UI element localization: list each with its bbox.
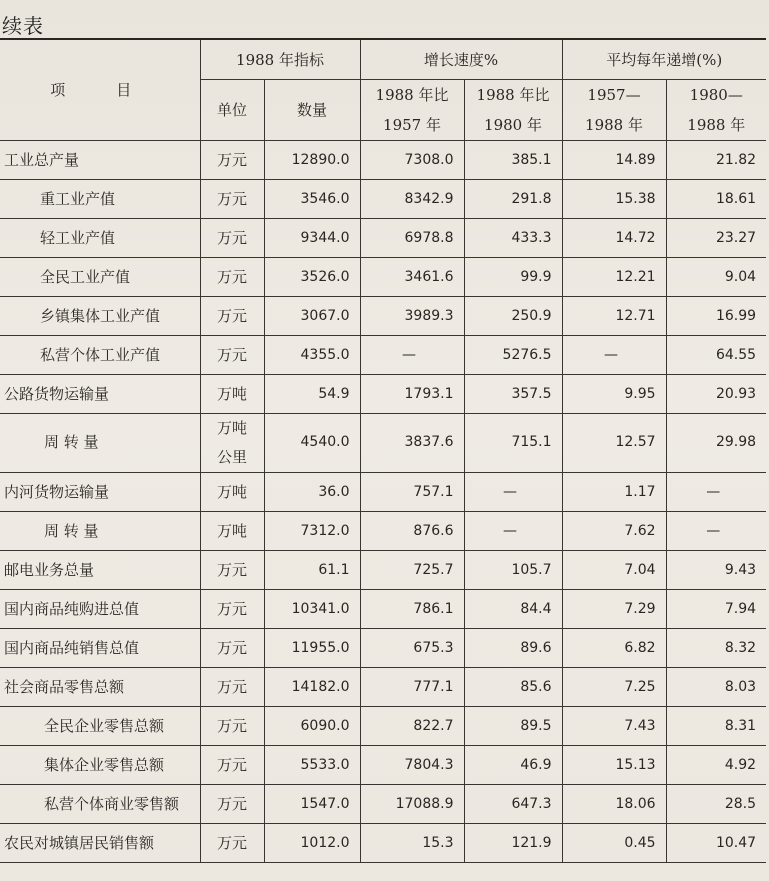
row-item: 全民企业零售总额: [0, 706, 200, 745]
row-unit-line2: 公里: [216, 447, 247, 466]
table-row: [0, 472, 766, 511]
row-avg-1980: 4.92: [666, 745, 766, 784]
row-qty: 7312.0: [264, 511, 360, 550]
row-growth-1980: —: [464, 472, 562, 511]
row-qty: 4355.0: [264, 335, 360, 374]
row-growth-1980: 433.3: [464, 218, 562, 257]
row-avg-1980: 8.03: [666, 667, 766, 706]
header-growth-1980-line2: 1980 年: [484, 115, 542, 134]
row-growth-1957: 3461.6: [360, 257, 464, 296]
row-avg-1957: 12.57: [562, 413, 666, 472]
header-qty: 数量: [264, 79, 360, 140]
row-avg-1980: 10.47: [666, 823, 766, 862]
table-caption: 续表: [2, 14, 44, 38]
row-growth-1980: 89.5: [464, 706, 562, 745]
row-unit: 万元: [200, 589, 264, 628]
row-qty: 3526.0: [264, 257, 360, 296]
row-avg-1980: 28.5: [666, 784, 766, 823]
table-row: [0, 745, 766, 784]
row-growth-1957: 725.7: [360, 550, 464, 589]
row-item: 周 转 量: [0, 511, 200, 550]
row-unit: 万元: [200, 218, 264, 257]
row-growth-1957: 6978.8: [360, 218, 464, 257]
row-unit: 万元: [200, 628, 264, 667]
row-unit: 万元: [200, 823, 264, 862]
row-item: 国内商品纯购进总值: [0, 589, 200, 628]
row-qty: 1012.0: [264, 823, 360, 862]
row-growth-1980: 46.9: [464, 745, 562, 784]
row-growth-1980: 84.4: [464, 589, 562, 628]
row-growth-1980: 357.5: [464, 374, 562, 413]
row-item: 邮电业务总量: [0, 550, 200, 589]
header-group-index: 1988 年指标: [200, 39, 360, 79]
row-unit: 万吨: [200, 511, 264, 550]
row-qty: 10341.0: [264, 589, 360, 628]
header-growth-1957: [360, 79, 464, 140]
row-unit: 万元: [200, 784, 264, 823]
header-growth-1980-line1: 1988 年比: [476, 85, 550, 104]
table-row: [0, 784, 766, 823]
row-growth-1980: 647.3: [464, 784, 562, 823]
row-avg-1957: 7.62: [562, 511, 666, 550]
row-qty: 4540.0: [264, 413, 360, 472]
row-qty: 61.1: [264, 550, 360, 589]
row-item: 国内商品纯销售总值: [0, 628, 200, 667]
row-qty: 12890.0: [264, 140, 360, 179]
row-avg-1980: 8.31: [666, 706, 766, 745]
table-row: [0, 550, 766, 589]
table-row: [0, 413, 766, 472]
row-avg-1980: 9.43: [666, 550, 766, 589]
row-qty: 36.0: [264, 472, 360, 511]
row-item: 全民工业产值: [0, 257, 200, 296]
row-growth-1957: 777.1: [360, 667, 464, 706]
row-qty: 1547.0: [264, 784, 360, 823]
row-avg-1980: —: [666, 511, 766, 550]
row-avg-1980: 9.04: [666, 257, 766, 296]
row-avg-1957: 1.17: [562, 472, 666, 511]
table-row: [0, 179, 766, 218]
row-unit: 万元: [200, 140, 264, 179]
row-item: 公路货物运输量: [0, 374, 200, 413]
row-qty: 14182.0: [264, 667, 360, 706]
row-growth-1980: 85.6: [464, 667, 562, 706]
table-row: [0, 667, 766, 706]
header-growth-1957-line2: 1957 年: [383, 115, 441, 134]
table-row: [0, 374, 766, 413]
header-avg-1957-1988: [562, 79, 666, 140]
row-growth-1957: 786.1: [360, 589, 464, 628]
table-row: [0, 140, 766, 179]
header-item-label: 项 目: [50, 81, 150, 100]
row-item: 私营个体商业零售额: [0, 784, 200, 823]
row-growth-1980: 250.9: [464, 296, 562, 335]
row-avg-1957: —: [562, 335, 666, 374]
row-item: 内河货物运输量: [0, 472, 200, 511]
row-growth-1957: 675.3: [360, 628, 464, 667]
row-avg-1980: —: [666, 472, 766, 511]
row-avg-1980: 64.55: [666, 335, 766, 374]
row-growth-1957: 822.7: [360, 706, 464, 745]
row-growth-1957: 1793.1: [360, 374, 464, 413]
row-avg-1957: 7.43: [562, 706, 666, 745]
row-unit: 万元: [200, 179, 264, 218]
row-avg-1980: 20.93: [666, 374, 766, 413]
statistics-table: [0, 38, 766, 863]
row-item: 乡镇集体工业产值: [0, 296, 200, 335]
row-growth-1980: 291.8: [464, 179, 562, 218]
row-item: 私营个体工业产值: [0, 335, 200, 374]
row-avg-1957: 14.89: [562, 140, 666, 179]
header-growth-1980: [464, 79, 562, 140]
row-unit: 万元: [200, 296, 264, 335]
row-growth-1957: 7804.3: [360, 745, 464, 784]
row-avg-1980: 18.61: [666, 179, 766, 218]
row-unit: 万吨: [200, 374, 264, 413]
row-growth-1957: 876.6: [360, 511, 464, 550]
row-growth-1957: 757.1: [360, 472, 464, 511]
row-avg-1957: 7.25: [562, 667, 666, 706]
header-avg-1957-line2: 1988 年: [585, 115, 643, 134]
row-qty: 9344.0: [264, 218, 360, 257]
row-growth-1957: 17088.9: [360, 784, 464, 823]
row-unit: 万元: [200, 257, 264, 296]
table-row: [0, 823, 766, 862]
table-row: [0, 218, 766, 257]
row-avg-1980: 29.98: [666, 413, 766, 472]
row-avg-1980: 8.32: [666, 628, 766, 667]
header-growth-1957-line1: 1988 年比: [375, 85, 449, 104]
row-growth-1957: 7308.0: [360, 140, 464, 179]
table-row: [0, 257, 766, 296]
header-avg-1980-line1: 1980—: [689, 85, 743, 104]
header-group-avg: 平均每年递增(%): [562, 39, 766, 79]
table-row: [0, 628, 766, 667]
row-unit-line1: 万吨: [216, 418, 247, 437]
row-unit: 万元: [200, 335, 264, 374]
row-qty: 6090.0: [264, 706, 360, 745]
table-row: [0, 335, 766, 374]
row-item: 轻工业产值: [0, 218, 200, 257]
row-item: 重工业产值: [0, 179, 200, 218]
row-growth-1980: 105.7: [464, 550, 562, 589]
header-avg-1980-1988: [666, 79, 766, 140]
row-avg-1957: 9.95: [562, 374, 666, 413]
row-item: 社会商品零售总额: [0, 667, 200, 706]
row-avg-1957: 15.38: [562, 179, 666, 218]
row-unit: 万元: [200, 667, 264, 706]
row-growth-1980: 5276.5: [464, 335, 562, 374]
header-avg-1957-line1: 1957—: [587, 85, 641, 104]
row-item: 农民对城镇居民销售额: [0, 823, 200, 862]
row-qty: 11955.0: [264, 628, 360, 667]
row-avg-1957: 0.45: [562, 823, 666, 862]
row-avg-1957: 7.29: [562, 589, 666, 628]
row-growth-1980: 385.1: [464, 140, 562, 179]
row-growth-1980: 121.9: [464, 823, 562, 862]
row-avg-1957: 12.21: [562, 257, 666, 296]
row-growth-1980: —: [464, 511, 562, 550]
row-avg-1957: 14.72: [562, 218, 666, 257]
row-avg-1957: 7.04: [562, 550, 666, 589]
row-avg-1980: 16.99: [666, 296, 766, 335]
row-growth-1980: 715.1: [464, 413, 562, 472]
row-growth-1957: 3989.3: [360, 296, 464, 335]
row-growth-1980: 99.9: [464, 257, 562, 296]
row-unit: 万元: [200, 706, 264, 745]
row-avg-1957: 15.13: [562, 745, 666, 784]
header-item: [0, 39, 200, 140]
row-growth-1957: 8342.9: [360, 179, 464, 218]
row-avg-1957: 6.82: [562, 628, 666, 667]
row-unit: 万元: [200, 550, 264, 589]
row-growth-1957: 3837.6: [360, 413, 464, 472]
row-avg-1980: 23.27: [666, 218, 766, 257]
row-growth-1957: 15.3: [360, 823, 464, 862]
table-row: [0, 706, 766, 745]
row-item: 周 转 量: [0, 413, 200, 472]
row-avg-1957: 12.71: [562, 296, 666, 335]
header-group-growth: 增长速度%: [360, 39, 562, 79]
row-qty: 3546.0: [264, 179, 360, 218]
row-unit: [200, 413, 264, 472]
header-unit: 单位: [200, 79, 264, 140]
row-unit: 万元: [200, 745, 264, 784]
row-avg-1980: 7.94: [666, 589, 766, 628]
row-qty: 3067.0: [264, 296, 360, 335]
row-avg-1957: 18.06: [562, 784, 666, 823]
row-qty: 5533.0: [264, 745, 360, 784]
row-item: 集体企业零售总额: [0, 745, 200, 784]
table-row: [0, 589, 766, 628]
header-avg-1980-line2: 1988 年: [687, 115, 746, 134]
row-avg-1980: 21.82: [666, 140, 766, 179]
row-unit: 万吨: [200, 472, 264, 511]
row-item: 工业总产量: [0, 140, 200, 179]
table-row: [0, 511, 766, 550]
table-row: [0, 296, 766, 335]
row-qty: 54.9: [264, 374, 360, 413]
row-growth-1980: 89.6: [464, 628, 562, 667]
row-growth-1957: —: [360, 335, 464, 374]
